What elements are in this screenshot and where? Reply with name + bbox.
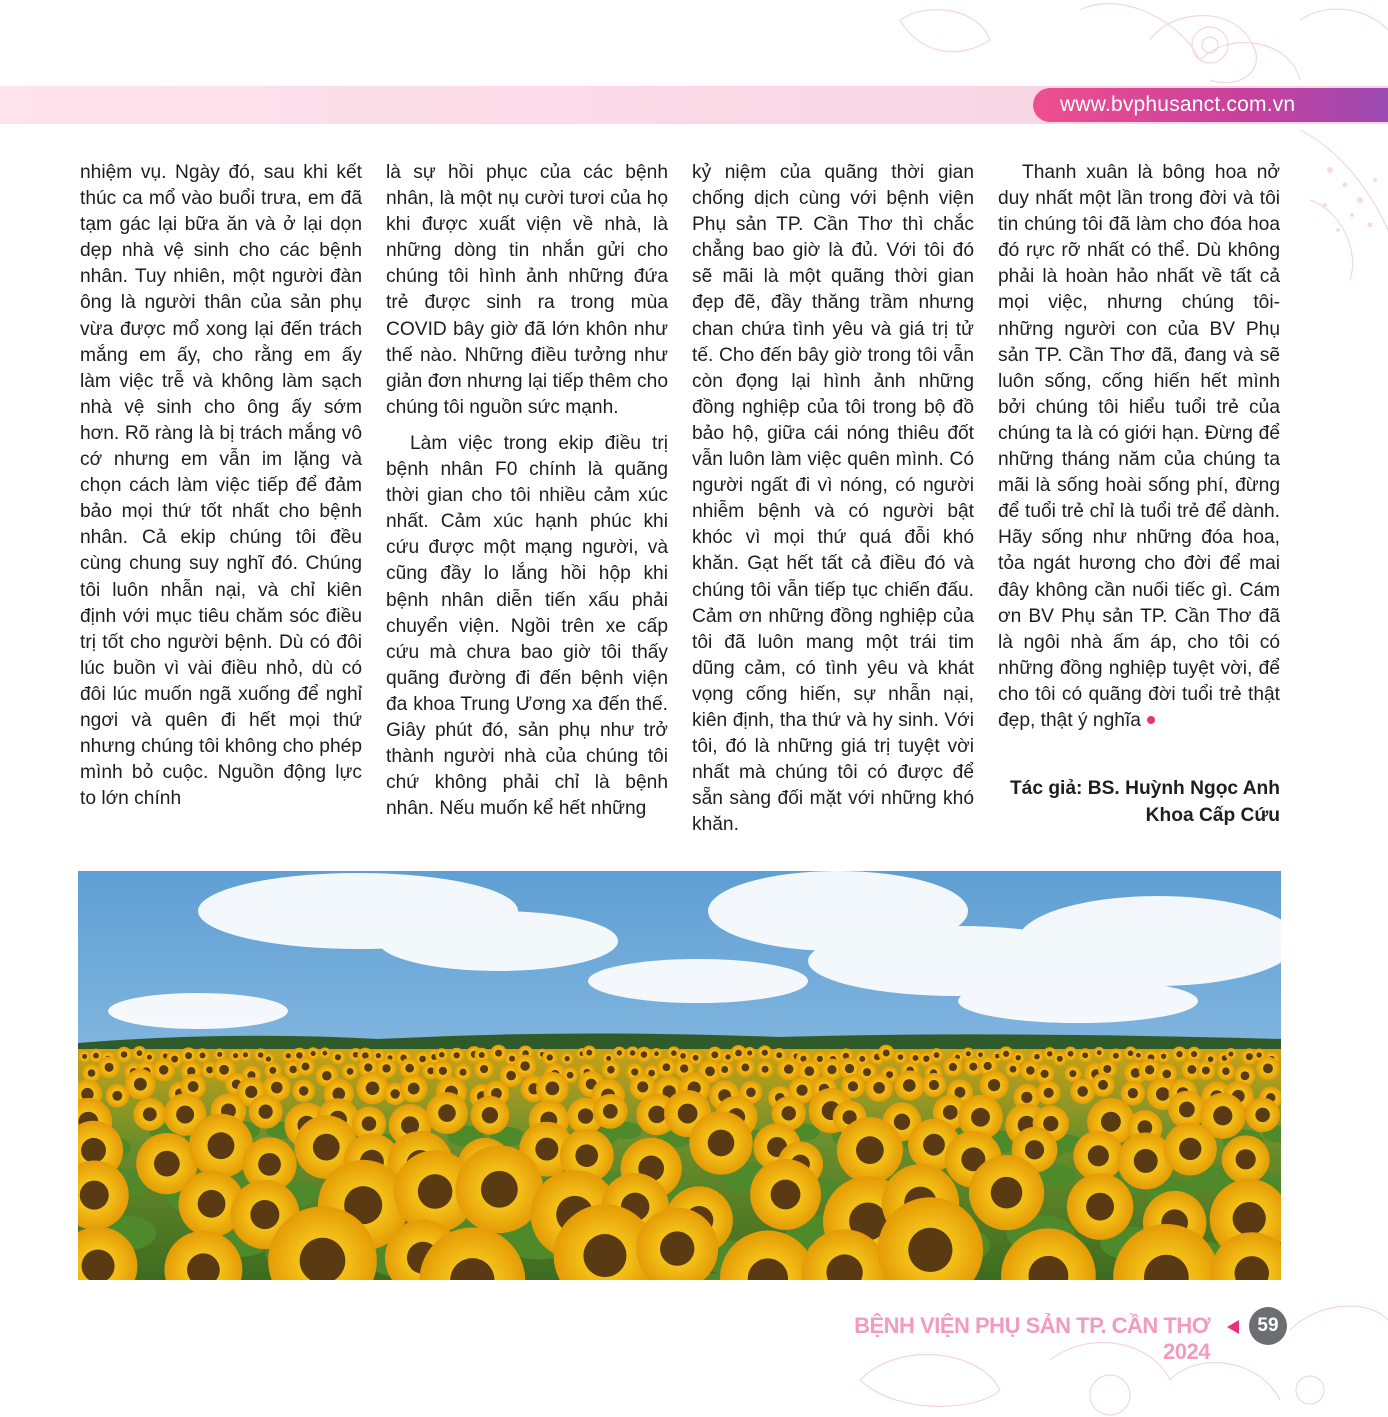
sunflower-center — [1145, 1065, 1154, 1074]
sunflower-center — [746, 1088, 756, 1098]
sunflower-center — [1128, 1088, 1138, 1098]
sunflower-center — [908, 1228, 952, 1272]
sunflower-center — [454, 1052, 460, 1058]
sunflower-center — [509, 1056, 515, 1062]
sunflower-center — [641, 1051, 648, 1058]
sunflower-center — [984, 1062, 992, 1070]
sunflower-center — [711, 1051, 718, 1058]
sunflower-center — [1179, 1102, 1195, 1118]
sunflower-center — [390, 1089, 399, 1098]
sunflower-center — [978, 1052, 983, 1057]
sunflower-center — [782, 1106, 796, 1120]
sunflower-center — [923, 1134, 945, 1156]
sunflower-center — [1043, 1116, 1058, 1131]
website-link[interactable]: www.bvphusanct.com.vn — [1033, 88, 1388, 122]
sunflower-center — [1113, 1053, 1119, 1059]
sunflower-center — [266, 1056, 271, 1061]
sunflower-center — [678, 1104, 698, 1124]
sunflower-center — [856, 1136, 884, 1164]
sunflower-center — [171, 1056, 178, 1063]
sunflower-center — [784, 1064, 793, 1073]
sunflower-center — [313, 1134, 340, 1161]
sunflower-center — [419, 1056, 426, 1063]
sunflower-center — [1136, 1053, 1141, 1058]
sunflower-center — [1010, 1066, 1017, 1073]
sunflower-center — [547, 1054, 553, 1060]
sunflower-center — [93, 1053, 99, 1059]
sunflower-center — [482, 1107, 498, 1123]
sunflower-center — [366, 1081, 380, 1095]
sunflower-center — [583, 1234, 626, 1277]
page-number: 59 — [1249, 1307, 1287, 1345]
sunflower-center — [322, 1071, 331, 1080]
paragraph: là sự hồi phục của các bệnh nhân, là một nụ cười tươi của họ khi được xuất viện về nhà, là những dòng tin nhắn gửi cho chúng tôi hình ảnh những đứa trẻ được sinh ra trong mùa COVID bây giờ đã lớn khôn như thế nào. Những điều tưởng như giản đơn nhưng lại tiếp thêm cho chúng tôi nguồn sức mạnh. — [386, 162, 668, 418]
sunflower-center — [80, 1181, 109, 1210]
sunflower-center — [845, 1064, 854, 1073]
article-column-3 — [692, 160, 974, 838]
sunflower-center — [663, 1063, 671, 1071]
sunflower-center — [481, 1171, 518, 1208]
sunflower-center — [105, 1063, 114, 1072]
sunflower-center — [243, 1052, 248, 1057]
sunflower-center — [1233, 1202, 1266, 1235]
sunflower-center — [1025, 1140, 1044, 1159]
sunflower-center — [495, 1050, 502, 1057]
sunflower-center — [134, 1078, 147, 1091]
sunflower-center — [771, 1180, 801, 1210]
sunflower-center — [894, 1114, 910, 1130]
sunflower-center — [1156, 1087, 1170, 1101]
sunflower-center — [250, 1200, 279, 1229]
sunflower-center — [185, 1052, 192, 1059]
sunflower-center — [631, 1068, 638, 1075]
sunflower-center — [362, 1116, 377, 1131]
paragraph: kỷ niệm của quãng thời gian chống dịch cùng với bệnh viện Phụ sản TP. Cần Thơ thì chắc chẳng bao giờ là đủ. Với tôi đó sẽ mãi là một quãng thời gian đẹp đẽ, đầy thăng trầm nhưng chan chứa tình yêu và giá trị tử tế. Cho đến bây giờ trong tôi vẫn còn đọng lại hình ảnh những đồng nghiệp của tôi trong bộ đồ bảo hộ, giữa cái nóng thiêu đốt vẫn luôn làm việc quên mình. Có người ngất đi vì nóng, có người nhiễm bệnh và có người bật khóc vì mọi thứ quá đỗi khó khăn. Gạt hết tất cả điều đó và chúng tôi vẫn tiếp tục chiến đấu. Cảm ơn những đồng nghiệp của tôi đã luôn mang một trái tim dũng cảm, có tình yêu và khát vọng cống hiến, sự nhẫn nại, kiên định, tha thứ và hy sinh. Với tôi, đó là những giá trị tuyệt vời nhất mà chúng tôi có được để sẵn sàng đối mặt với những khó khăn. — [692, 162, 974, 836]
sunflower-center — [88, 1069, 96, 1077]
sunflower-center — [873, 1082, 885, 1094]
sunflower-center — [617, 1050, 622, 1055]
paragraph: nhiệm vụ. Ngày đó, sau khi kết thúc ca mổ vào buổi trưa, em đã tạm gác lại bữa ăn và ở lại dọn dẹp nhà vệ sinh cho các bệnh nhân. Tuy nhiên, một người đàn ông là người thân của sản phụ vừa được mổ xong lại đến trách mắng em ấy, cho rằng em ấy làm việc trễ và không làm sạch nhà vệ sinh cho ông ấy sớm hơn. Rõ ràng là bị trách mắng vô cớ nhưng em vẫn im lặng và chọn cách làm việc tiếp để đảm bảo mọi thứ tốt nhất cho bệnh nhân. Cả ekip chúng tôi đều cùng chung suy nghĩ đó. Chúng tôi luôn nhẫn nại, và chỉ kiên định với mục tiêu chăm sóc điều trị tốt cho người bệnh. Dù có đôi lúc buồn vì vài điều nhỏ, dù có đôi lúc muốn ngã xuống để nghỉ ngơi và quên đi hết mọi thứ nhưng chúng tôi không cho phép mình bỏ cuộc. Nguồn động lực to lớn chính — [80, 162, 362, 810]
sunflower-center — [1256, 1052, 1261, 1057]
sunflower-center — [762, 1050, 768, 1056]
sunflower-center — [912, 1055, 918, 1061]
sunflower-center — [654, 1051, 659, 1056]
sunflower-center — [680, 1064, 688, 1072]
sunflower-center — [971, 1108, 990, 1127]
sunflower-center — [405, 1064, 414, 1073]
sunflower-center — [147, 1055, 152, 1060]
sunflower-center — [439, 1067, 447, 1075]
sunflower-center — [747, 1050, 752, 1055]
sunflower-center — [335, 1054, 341, 1060]
sunflower-center — [991, 1177, 1023, 1209]
sunflower-center — [299, 1086, 309, 1096]
sunflower-center — [1044, 1088, 1054, 1098]
sunflower-center — [208, 1132, 235, 1159]
sunflower-center — [347, 1068, 354, 1075]
sunflower-center — [199, 1052, 205, 1058]
sunflower-center — [607, 1066, 615, 1074]
sunflower-center — [1128, 1050, 1134, 1056]
sunflower-center — [159, 1065, 168, 1074]
sunflower-center — [1187, 1065, 1196, 1074]
sunflower-center — [725, 1054, 730, 1059]
sunflower-center — [259, 1105, 273, 1119]
sunflower-center — [245, 1086, 257, 1098]
sunflower-center — [1021, 1092, 1032, 1103]
sunflower-center — [520, 1061, 530, 1071]
sunflower-center — [1003, 1051, 1009, 1057]
sunflower-center — [1255, 1108, 1269, 1122]
sunflower-center — [286, 1053, 291, 1058]
sunflower-center — [439, 1052, 445, 1058]
sunflower-center — [735, 1050, 742, 1057]
sunflower-center — [376, 1053, 381, 1058]
sunflower-center — [988, 1079, 1000, 1091]
sunflower-center — [660, 1231, 694, 1265]
sunflower-center — [671, 1050, 677, 1056]
sunflower-center — [923, 1055, 929, 1061]
triangle-left-icon — [1227, 1320, 1239, 1334]
sunflower-center — [863, 1068, 871, 1076]
sunflower-center — [1015, 1055, 1020, 1060]
sunflower-center — [943, 1105, 958, 1120]
sunflower-center — [898, 1054, 904, 1060]
sunflower-center — [721, 1066, 728, 1073]
sunflower-center — [1086, 1193, 1114, 1221]
footer-publication-title: BỆNH VIỆN PHỤ SẢN TP. CẦN THƠ 2024 — [854, 1313, 1210, 1364]
author-block — [998, 776, 1280, 829]
sunflower-center — [1191, 1051, 1197, 1057]
sunflower-center — [705, 1066, 715, 1076]
sunflower-center — [1088, 1145, 1109, 1166]
sunflower-center — [480, 1065, 488, 1073]
sunflower-center — [176, 1106, 194, 1124]
sunflower-center — [1026, 1066, 1035, 1075]
sunflower-center — [1101, 1112, 1121, 1132]
end-mark-icon — [1147, 716, 1155, 724]
sunflower-center — [1057, 1056, 1063, 1062]
sunflower-center — [1241, 1071, 1250, 1080]
sunflower-center — [708, 1130, 735, 1157]
sunflower-center — [693, 1055, 699, 1061]
sunflower-center — [311, 1051, 316, 1056]
sunflower-center — [121, 1051, 128, 1058]
sunflower-center — [1162, 1070, 1171, 1079]
paragraph: Làm việc trong ekip điều trị bệnh nhân F0 chính là quãng thời gian cho tôi nhiều cảm xúc nhất. Cảm xúc hạnh phúc khi cứu được một mạng người, và cũng đầy lo lắng hồi hộp khi bệnh nhân diễn tiến xấu phải chuyển viện. Ngồi trên xe cấp cứu mà chưa bao giờ tôi thấy quãng đường đi đến bệnh viện đa khoa Trung Ương xa đến thế. Giây phút đó, sản phụ như trở thành người nhà của chúng tôi chứ không phải chỉ là bệnh nhân. Nếu muốn kể hết những — [386, 432, 668, 820]
sunflower-center — [322, 1051, 327, 1056]
sunflower-center — [1246, 1053, 1253, 1060]
author-department: Khoa Cấp Cứu — [1145, 804, 1280, 826]
sunflower-center — [567, 1072, 574, 1079]
sunflower-center — [258, 1153, 281, 1176]
sunflower-center — [1228, 1051, 1233, 1056]
sunflower-center — [1161, 1054, 1166, 1059]
sunflower-center — [741, 1064, 749, 1072]
sunflower-center — [289, 1066, 297, 1074]
sunflower-center — [648, 1106, 665, 1123]
sunflower-center — [219, 1065, 229, 1075]
sunflower-center — [859, 1056, 865, 1062]
sunflower-center — [408, 1083, 420, 1095]
sunflower-center — [217, 1052, 222, 1057]
sunflower-center — [934, 1052, 940, 1058]
sunflower-center — [883, 1050, 890, 1057]
sunflower-center — [81, 1138, 106, 1163]
sunflower-center — [364, 1063, 372, 1071]
sunflower-center — [382, 1064, 390, 1072]
sunflower-center — [648, 1070, 655, 1077]
sunflower-center — [1176, 1051, 1182, 1057]
sunflower-center — [903, 1079, 916, 1092]
author-name: Tác giả: BS. Huỳnh Ngọc Anh — [1009, 778, 1280, 799]
sunflower-center — [1222, 1067, 1230, 1075]
sunflower-field-image — [78, 871, 1281, 1280]
sunflower-center — [136, 1050, 142, 1056]
sunflower-center — [459, 1069, 466, 1076]
sunflower-center — [1098, 1080, 1108, 1090]
sunflower-center — [804, 1066, 814, 1076]
sunflower-center — [637, 1081, 648, 1092]
sunflower-center — [1077, 1086, 1088, 1097]
sunflower-center — [575, 1144, 598, 1167]
sunflower-center — [233, 1053, 238, 1058]
paragraph-text: Thanh xuân là bông hoa nở duy nhất một lần trong đời và tôi tin chúng tôi đã làm cho đóa hoa đó rực rỡ nhất có thể. Dù không phải là hoàn hảo nhất về tất cả mọi việc, nhưng chúng tôi- những người con của BV Phụ sản TP. Cần Thơ đã, đang và sẽ luôn sống, cống hiến hết mình bởi chúng tôi hiểu tuổi trẻ của chúng ta là có giới hạn. Đừng để những tháng năm của chúng ta mãi là sống hoài sống phí, đừng để tuổi trẻ chỉ là tuổi trẻ để dành. Hãy sống như những đóa hoa, tỏa ngát hương cho đời để mai đây không cần nuối tiếc gì. Cám ơn BV Phụ sản TP. Cần Thơ đã là ngôi nhà ấm áp, cho tôi có những đồng nghiệp tuyệt vời, để cho tôi có quãng đời tuổi trẻ thật đẹp, thật ý nghĩa — [998, 162, 1280, 731]
sunflower-center — [1202, 1066, 1210, 1074]
sunflower-center — [1134, 1149, 1158, 1173]
sunflower-center — [776, 1052, 782, 1058]
sunflower-center — [586, 1050, 592, 1056]
sunflower-center — [269, 1067, 276, 1074]
sunflower-center — [271, 1082, 283, 1094]
sunflower-center — [1068, 1051, 1074, 1057]
sunflower-center — [198, 1190, 226, 1218]
sunflower-center — [969, 1063, 977, 1071]
sunflower-center — [949, 1063, 957, 1071]
sunflower-center — [762, 1066, 769, 1073]
sunflower-center — [154, 1151, 180, 1177]
sunflower-center — [1097, 1050, 1102, 1055]
sunflower-center — [82, 1054, 87, 1059]
sunflower-center — [418, 1174, 453, 1209]
sunflower-center — [1236, 1149, 1256, 1169]
sunflower-center — [1179, 1138, 1201, 1160]
sunflower-center — [1213, 1106, 1232, 1125]
sunflower-center — [112, 1091, 122, 1101]
sunflower-center — [206, 1066, 213, 1073]
sunflower-center — [479, 1052, 485, 1058]
sunflower-field-photo — [78, 871, 1281, 1280]
sunflower-center — [817, 1056, 823, 1062]
sunflower-center — [302, 1063, 310, 1071]
sunflower-center — [1041, 1070, 1049, 1078]
sunflower-center — [1069, 1070, 1076, 1077]
sunflower-center — [578, 1108, 593, 1123]
sunflower-center — [630, 1050, 636, 1056]
sunflower-center — [1082, 1052, 1088, 1058]
sunflower-center — [1034, 1054, 1040, 1060]
article-column-4 — [998, 160, 1280, 734]
sunflower-center — [929, 1080, 939, 1090]
sunflower-center — [545, 1081, 559, 1095]
sunflower-center — [848, 1081, 858, 1091]
article-column-2 — [386, 160, 668, 822]
sunflower-center — [796, 1085, 807, 1096]
sunflower-center — [143, 1107, 157, 1121]
sunflower-center — [680, 1053, 686, 1059]
sunflower-center — [188, 1081, 199, 1092]
sunflower-center — [827, 1065, 836, 1074]
article-column-1 — [80, 160, 362, 812]
sunflower-center — [506, 1071, 516, 1081]
sunflower-center — [438, 1104, 456, 1122]
sunflower-center — [296, 1052, 302, 1058]
paragraph — [998, 160, 1280, 734]
sunflower-center — [1047, 1051, 1053, 1057]
sunflower-center — [535, 1138, 558, 1161]
sunflower-center — [565, 1056, 570, 1061]
sunflower-center — [603, 1104, 618, 1119]
sunflower-center — [966, 1051, 971, 1056]
sunflower-center — [1103, 1065, 1111, 1073]
sunflower-center — [606, 1056, 611, 1061]
sunflower-center — [1263, 1063, 1273, 1073]
sunflower-center — [1208, 1056, 1214, 1062]
